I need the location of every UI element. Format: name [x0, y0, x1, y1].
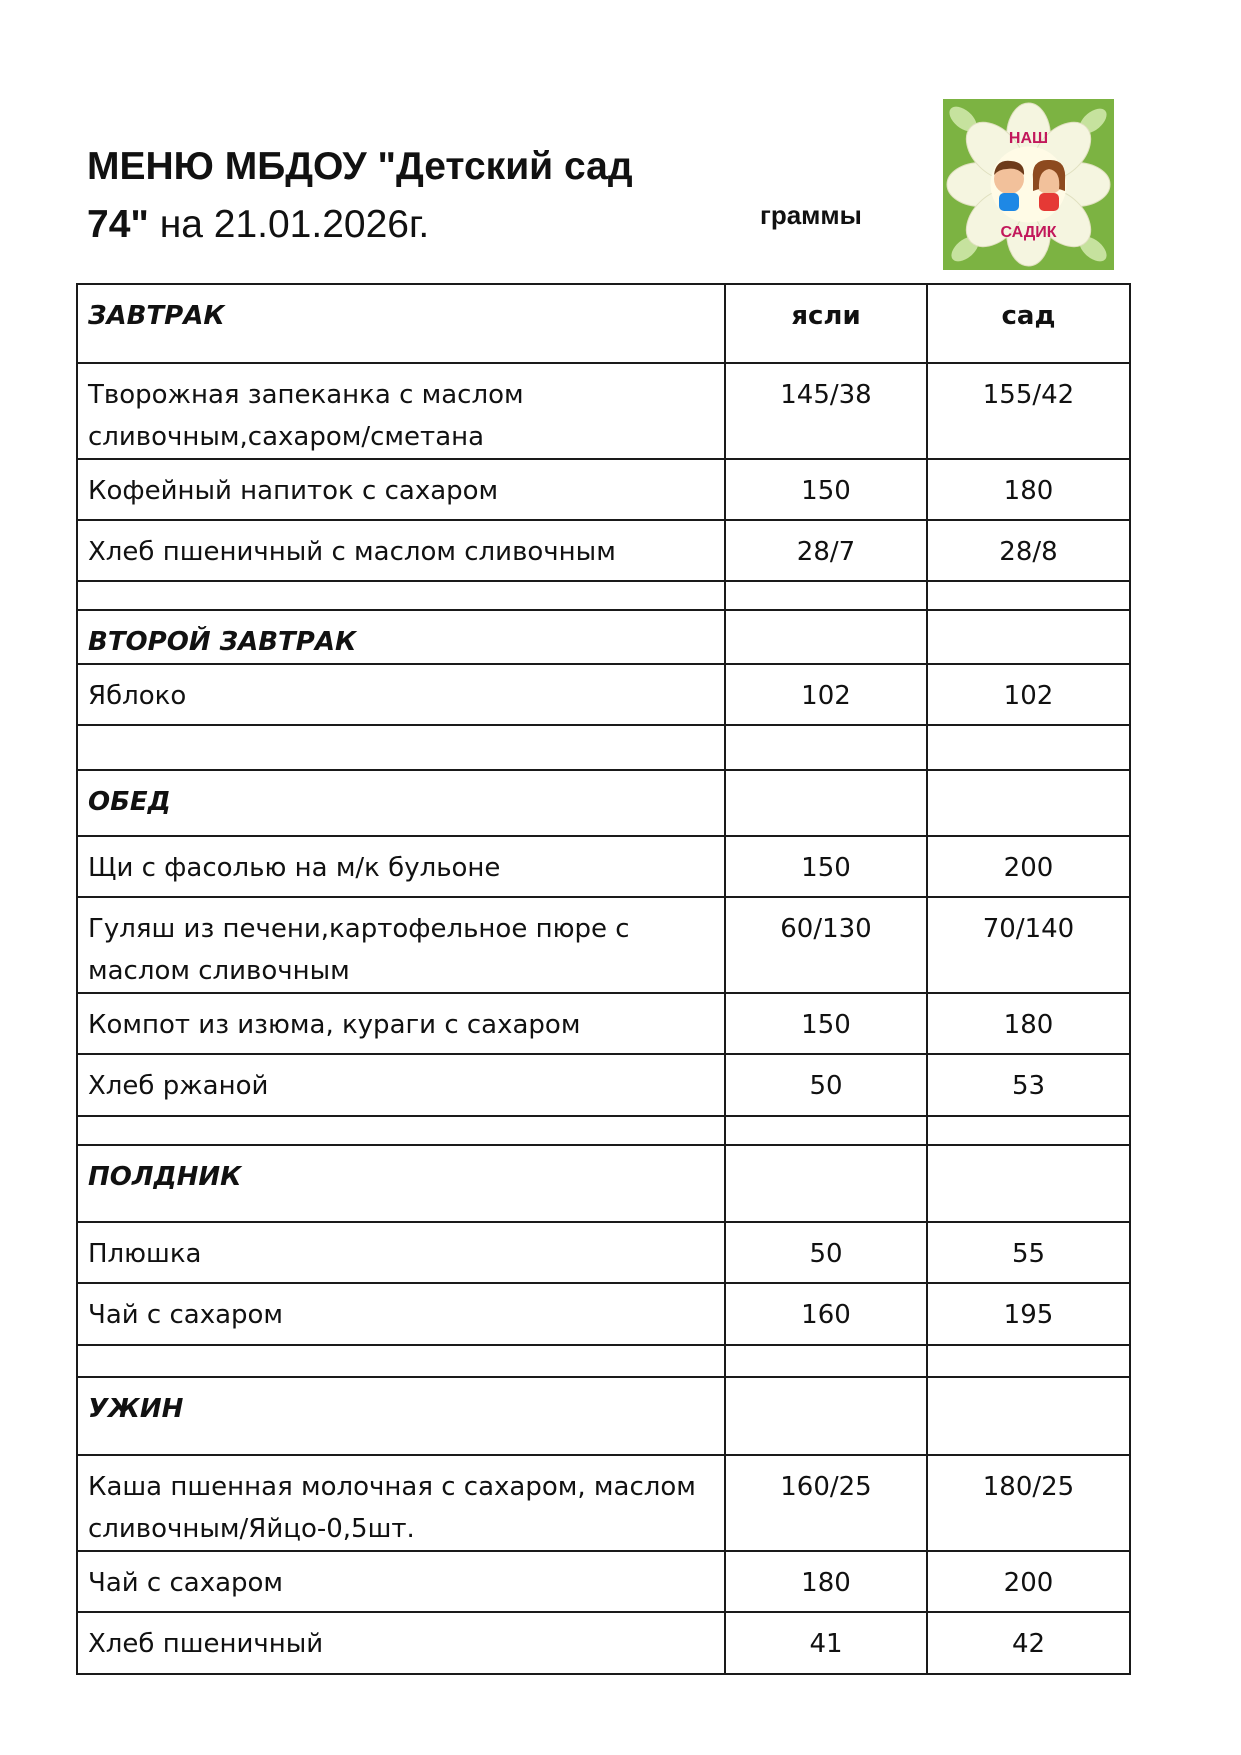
dish-name: Творожная запеканка с маслом сливочным,сахаром/сметана [77, 363, 725, 459]
logo-text-bottom: САДИК [1000, 224, 1057, 241]
nursery-portion: 150 [725, 836, 927, 897]
table-row [77, 1283, 1130, 1345]
units-label: граммы [760, 200, 862, 230]
nursery-portion: 102 [725, 664, 927, 725]
table-row [77, 993, 1130, 1054]
column-header-nursery: ясли [725, 284, 927, 363]
nursery-portion: 41 [725, 1612, 927, 1674]
section-row [77, 1145, 1130, 1222]
garden-portion: 180 [927, 993, 1130, 1054]
garden-portion: 55 [927, 1222, 1130, 1283]
title-part-2: 74" [87, 203, 149, 246]
title-part-1: МЕНЮ МБДОУ "Детский сад [87, 145, 633, 188]
garden-portion: 195 [927, 1283, 1130, 1345]
spacer-row [77, 1345, 1130, 1377]
table-row [77, 1551, 1130, 1612]
garden-portion: 102 [927, 664, 1130, 725]
table-row [77, 459, 1130, 520]
section-second-breakfast: ВТОРОЙ ЗАВТРАК [77, 610, 725, 664]
section-lunch: ОБЕД [77, 770, 725, 836]
table-row [77, 363, 1130, 459]
nursery-portion: 28/7 [725, 520, 927, 581]
nursery-portion: 160 [725, 1283, 927, 1345]
dish-name: Щи с фасолью на м/к бульоне [77, 836, 725, 897]
table-row [77, 1612, 1130, 1674]
page-title [87, 138, 727, 254]
nursery-portion: 150 [725, 993, 927, 1054]
table-row [77, 1054, 1130, 1116]
dish-name: Каша пшенная молочная с сахаром, маслом сливочным/Яйцо-0,5шт. [77, 1455, 725, 1551]
nursery-portion: 150 [725, 459, 927, 520]
garden-portion: 200 [927, 1551, 1130, 1612]
nursery-portion: 145/38 [725, 363, 927, 459]
dish-name: Чай с сахаром [77, 1551, 725, 1612]
dish-name: Плюшка [77, 1222, 725, 1283]
logo-text-top: НАШ [1008, 130, 1049, 147]
dish-name: Чай с сахаром [77, 1283, 725, 1345]
kindergarten-logo [943, 99, 1114, 270]
section-row [77, 1377, 1130, 1455]
section-breakfast: ЗАВТРАК [77, 284, 725, 363]
section-dinner: УЖИН [77, 1377, 725, 1455]
garden-portion: 28/8 [927, 520, 1130, 581]
table-row [77, 1455, 1130, 1551]
garden-portion: 53 [927, 1054, 1130, 1116]
nursery-portion: 50 [725, 1222, 927, 1283]
nursery-portion: 50 [725, 1054, 927, 1116]
table-row [77, 664, 1130, 725]
garden-portion: 200 [927, 836, 1130, 897]
nursery-portion: 180 [725, 1551, 927, 1612]
section-row [77, 610, 1130, 664]
dish-name: Яблоко [77, 664, 725, 725]
dish-name: Компот из изюма, кураги с сахаром [77, 993, 725, 1054]
table-header-row [77, 284, 1130, 363]
dish-name: Хлеб пшеничный с маслом сливочным [77, 520, 725, 581]
table-row [77, 1222, 1130, 1283]
spacer-row [77, 1116, 1130, 1145]
menu-table [76, 283, 1131, 1675]
garden-portion: 180/25 [927, 1455, 1130, 1551]
garden-portion: 42 [927, 1612, 1130, 1674]
nursery-portion: 60/130 [725, 897, 927, 993]
section-snack: ПОЛДНИК [77, 1145, 725, 1222]
garden-portion: 155/42 [927, 363, 1130, 459]
table-row [77, 836, 1130, 897]
table-row [77, 520, 1130, 581]
spacer-row [77, 725, 1130, 770]
dish-name: Гуляш из печени,картофельное пюре с маслом сливочным [77, 897, 725, 993]
dish-name: Хлеб пшеничный [77, 1612, 725, 1674]
dish-name: Хлеб ржаной [77, 1054, 725, 1116]
spacer-row [77, 581, 1130, 610]
nursery-portion: 160/25 [725, 1455, 927, 1551]
garden-portion: 70/140 [927, 897, 1130, 993]
title-date: на 21.01.2026г. [148, 203, 430, 246]
column-header-garden: сад [927, 284, 1130, 363]
dish-name: Кофейный напиток с сахаром [77, 459, 725, 520]
table-row [77, 897, 1130, 993]
section-row [77, 770, 1130, 836]
garden-portion: 180 [927, 459, 1130, 520]
